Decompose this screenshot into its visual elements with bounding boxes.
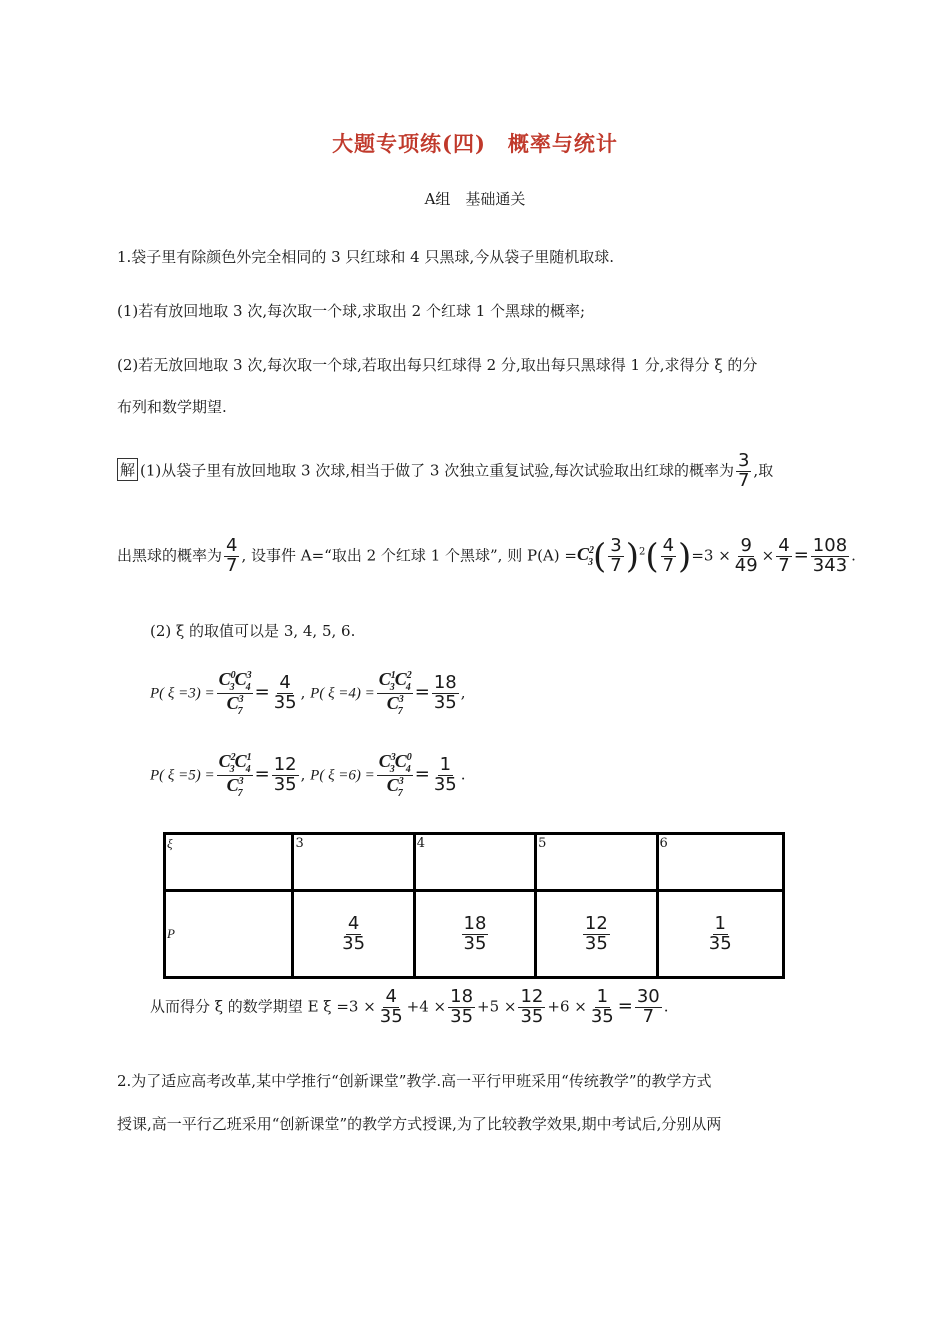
exp-frac-1: $\frac{1}{35}$: [590, 986, 614, 1027]
table-cell: $\frac{4}{35}$: [293, 891, 414, 978]
solution-line2: 出黑球的概率为 $\frac{4}{7}$ , 设事件 A=“取出 2 个红球 1 个黑球”, 则 $P(A) =C^2_3$( $\frac{3}{7}$ )$^2$( $\frac{4}{7}$ )=3 × $\frac{9}{49}$ × $\frac{4}{7}$ = $\frac{108}{343}$ .: [117, 535, 856, 577]
table-row: [165, 891, 784, 978]
table-cell: $\frac{1}{35}$: [657, 891, 783, 978]
fraction-p3: $\frac{4}{35}$: [273, 672, 297, 714]
page-title: 大题专项练(四) 概率与统计: [332, 131, 618, 156]
q1-stem: 1.袋子里有除颜色外完全相同的 3 只红球和 4 只黑球,今从袋子里随机取球.: [117, 248, 615, 266]
prob-line-5-6: P( ξ =5) = $\frac{C^2_3C^1_4}{C^3_7}$ = $\frac{12}{35}$ , P( ξ =6) = $\frac{C^3_3C^0_4}{C^3_7}$ = $\frac{1}{35}$ .: [150, 751, 466, 799]
fraction-p5: $\frac{12}{35}$: [273, 754, 297, 796]
section-subtitle: A组 基础通关: [424, 190, 526, 208]
table-header-4: 4: [414, 834, 535, 891]
combination-c32: $C^2_3$: [576, 544, 594, 568]
expectation-result: $\frac{30}{7}$: [636, 986, 660, 1027]
p5-label: P( ξ =5) =: [150, 767, 215, 784]
exp-frac-12: $\frac{12}{35}$: [520, 986, 544, 1027]
solution-text-2-tail: =3 ×: [691, 546, 731, 565]
q1-part2-line2: 布列和数学期望.: [117, 398, 227, 416]
solution-text-2-mid: , 设事件 A=“取出 2 个红球 1 个黑球”, 则 P(A) =: [241, 546, 577, 565]
comb-fraction-p5: $\frac{C^2_3C^1_4}{C^3_7}$: [218, 751, 252, 799]
q1-part1: (1)若有放回地取 3 次,每次取一个球,求取出 2 个红球 1 个黑球的概率;: [117, 302, 586, 320]
fraction-result-108-343: $\frac{108}{343}$: [812, 535, 848, 576]
solution-line3: (2) ξ 的取值可以是 3, 4, 5, 6.: [150, 622, 356, 640]
fraction-black-prob: $\frac{4}{7}$: [226, 535, 238, 576]
table-cell: $\frac{18}{35}$: [414, 891, 535, 978]
fraction-p4: $\frac{18}{35}$: [433, 672, 457, 714]
prob-line-3-4: P( ξ =3) = $\frac{C^0_3C^3_4}{C^3_7}$ = $\frac{4}{35}$ , P( ξ =4) = $\frac{C^1_3C^2_4}{C^3_7}$ = $\frac{18}{35}$ ,: [150, 669, 466, 717]
p3-label: P( ξ =3) =: [150, 685, 215, 702]
solution-text-1: (1)从袋子里有放回地取 3 次球,相当于做了 3 次独立重复试验,每次试验取出红球的概率为: [140, 461, 734, 480]
solution-text-2: 出黑球的概率为: [117, 546, 223, 565]
exp-frac-4: $\frac{4}{35}$: [379, 986, 403, 1027]
table-header-5: 5: [536, 834, 657, 891]
comb-fraction-p4: $\frac{C^1_3C^2_4}{C^3_7}$: [378, 669, 412, 717]
expectation-line: 从而得分 ξ 的数学期望 E ξ =3 × $\frac{4}{35}$ +4 × $\frac{18}{35}$ +5 × $\frac{12}{35}$ +6 × $\frac{1}{35}$ = $\frac{30}{7}$ .: [150, 986, 669, 1027]
fraction-9-49: $\frac{9}{49}$: [734, 535, 758, 576]
solution-line1: [117, 452, 773, 491]
expectation-text: 从而得分 ξ 的数学期望 E ξ =3 ×: [150, 997, 376, 1016]
solution-tag: 解: [117, 458, 138, 481]
exp-frac-18: $\frac{18}{35}$: [450, 986, 474, 1027]
q2-line1: 2.为了适应高考改革,某中学推行“创新课堂”教学.高一平行甲班采用“传统教学”的教学方式: [117, 1072, 712, 1090]
q2-line2: 授课,高一平行乙班采用“创新课堂”的教学方式授课,为了比较教学效果,期中考试后,分别从两: [117, 1115, 722, 1133]
solution-text-1-end: ,取: [753, 461, 774, 480]
fraction-black-prob-2: $\frac{4}{7}$: [662, 535, 675, 576]
comb-fraction-p6: $\frac{C^3_3C^0_4}{C^3_7}$: [378, 751, 412, 799]
p4-label: P( ξ =4) =: [310, 685, 375, 702]
distribution-table: [163, 832, 785, 979]
table-header-6: 6: [657, 834, 783, 891]
table-header-row: [165, 834, 784, 891]
table-header-3: 3: [293, 834, 414, 891]
table-header-xi: ξ: [165, 834, 293, 891]
fraction-red-prob-2: $\frac{3}{7}$: [610, 535, 622, 576]
q1-part2-line1: (2)若无放回地取 3 次,每次取一个球,若取出每只红球得 2 分,取出每只黑球得 1 分,求得分 ξ 的分: [117, 356, 758, 374]
fraction-p6: $\frac{1}{35}$: [433, 754, 457, 796]
fraction-red-prob: $\frac{3}{7}$: [737, 450, 750, 491]
table-row-label: P: [165, 891, 293, 978]
p6-label: P( ξ =6) =: [310, 767, 375, 784]
comb-fraction-p3: $\frac{C^0_3C^3_4}{C^3_7}$: [218, 669, 252, 717]
fraction-black-prob-3: $\frac{4}{7}$: [778, 535, 790, 576]
table-cell: $\frac{12}{35}$: [536, 891, 657, 978]
